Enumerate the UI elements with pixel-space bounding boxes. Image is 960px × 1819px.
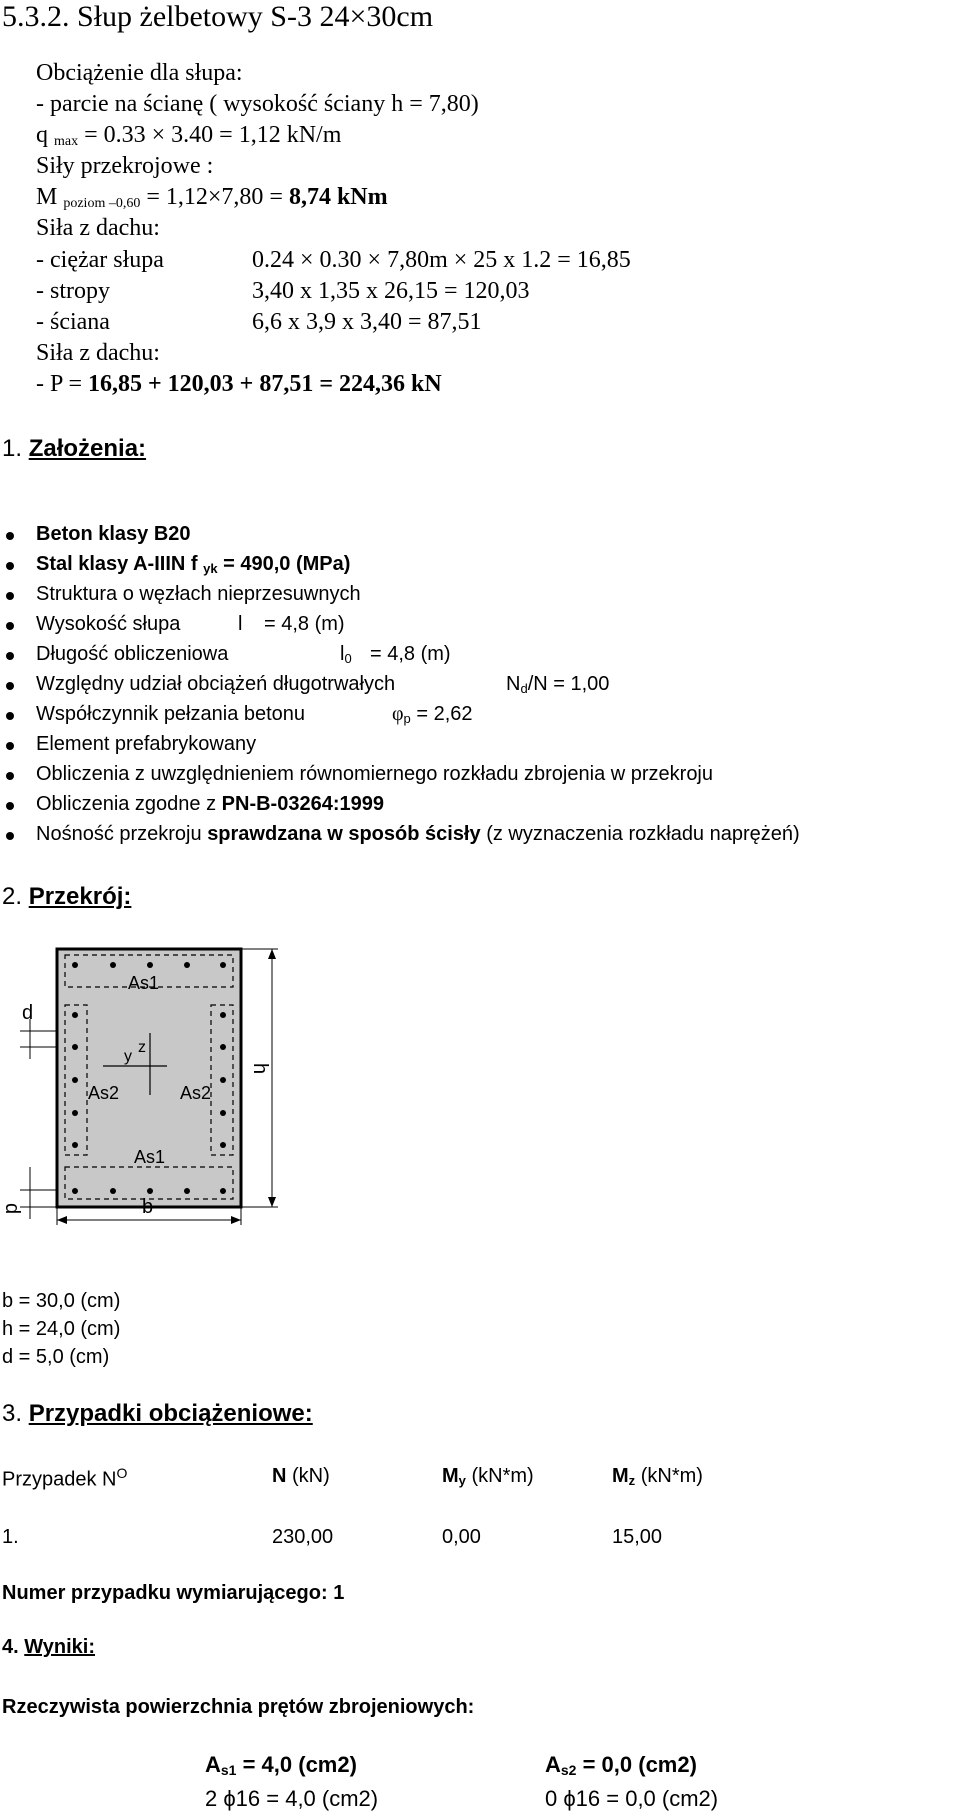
creep-coef (392, 703, 473, 726)
as2-result (545, 1752, 697, 1778)
p-prefix: - P = (36, 371, 82, 397)
header-mz-sub: z (628, 1473, 636, 1488)
table-cell-case: 1. (2, 1526, 19, 1548)
as1-top-label: As1 (128, 973, 160, 993)
forces-label: Siły przekrojowe : (36, 153, 214, 179)
assumption-text: Struktura o węzłach nieprzesuwnych (36, 583, 361, 605)
steel-class: Stal klasy A-IIIN f (36, 553, 198, 575)
column-weight-calc: 0.24 × 0.30 × 7,80m × 25 x 1.2 = 16,85 (252, 247, 631, 273)
q-sub: max (54, 134, 79, 149)
bullet-icon (6, 712, 14, 720)
bullet-icon (6, 562, 14, 570)
assumption-item (0, 553, 960, 583)
q-rest: = 0.33 × 3.40 = 1,12 kN/m (84, 122, 342, 148)
floors-label: - stropy (36, 278, 110, 304)
length-sub: 0 (344, 651, 352, 666)
table-header-mz (612, 1465, 703, 1488)
assumption-text (36, 553, 350, 576)
b-dim-label: b (142, 1196, 154, 1218)
assumption-item (0, 703, 960, 733)
bullet-icon (6, 622, 14, 630)
m-formula (36, 184, 388, 212)
roof-label-1: Siła z dachu: (36, 215, 160, 241)
header-mz-unit: (kN*m) (640, 1465, 703, 1487)
steel-value: = 490,0 (MPa) (223, 553, 351, 575)
d-top-label: d (22, 1002, 34, 1024)
q-formula (36, 122, 341, 150)
p-formula (36, 371, 442, 398)
as2-left-label: As2 (88, 1083, 120, 1103)
as2-right-label: As2 (180, 1083, 212, 1103)
table-cell-mz: 15,00 (612, 1526, 663, 1548)
assumption-item (0, 523, 960, 553)
table-header-my (442, 1465, 534, 1488)
assumption-text: Obliczenia z uwzględnieniem równomiernego rozkładu zbrojenia w przekroju (36, 763, 714, 785)
m-sub: poziom –0,60 (63, 196, 141, 211)
as2-sub: s2 (560, 1762, 577, 1778)
as1-symbol: A (205, 1752, 221, 1777)
bullet-icon (6, 742, 14, 750)
dim-h: h = 24,0 (cm) (2, 1318, 121, 1340)
column-weight-label: - ciężar słupa (36, 247, 164, 273)
section-2-title: Przekrój: (28, 883, 132, 910)
h-dim-label: h (249, 1063, 271, 1075)
wall-label: - ściana (36, 309, 110, 335)
m-label: M (36, 184, 58, 210)
q-label: q (36, 122, 48, 148)
section-2-heading (2, 883, 131, 911)
dim-d: d = 5,0 (cm) (2, 1346, 110, 1368)
wall-calc: 6,6 x 3,9 x 3,40 = 87,51 (252, 309, 482, 335)
d-bottom-label: d (1, 1203, 23, 1215)
cross-section-diagram (0, 935, 320, 1235)
header-n-unit: (kN) (292, 1465, 330, 1487)
creep-sub: p (403, 711, 411, 726)
bullet-icon (6, 532, 14, 540)
m-result: 8,74 kNm (288, 184, 388, 210)
assumption-text (36, 793, 384, 816)
axis-z-label: z (138, 1039, 146, 1056)
assumption-text: Beton klasy B20 (36, 523, 191, 545)
steel-sub: yk (203, 561, 218, 576)
assumption-text: Długość obliczeniowa (36, 643, 229, 665)
ratio-n: N (506, 673, 521, 695)
section-3-title: Przypadki obciążeniowe: (28, 1400, 313, 1427)
table-cell-my: 0,00 (442, 1526, 481, 1548)
ratio-sub: d (520, 681, 528, 696)
load-line-2: - parcie na ścianę ( wysokość ściany h = 7,80) (36, 91, 479, 117)
dim-b: b = 30,0 (cm) (2, 1290, 121, 1312)
table-header-case (2, 1465, 127, 1492)
bars-1-result: 2 ϕ16 = 4,0 (cm2) (205, 1786, 379, 1811)
bullet-icon (6, 832, 14, 840)
length-l: l (340, 643, 345, 665)
bullet-icon (6, 802, 14, 810)
height-value: = 4,8 (m) (264, 613, 345, 635)
standard-prefix: Obliczenia zgodne z (36, 793, 217, 815)
axis-y-label: y (124, 1048, 132, 1065)
bullet-icon (6, 652, 14, 660)
section-4-number: 4. (2, 1636, 19, 1658)
assumption-item (0, 823, 960, 853)
section-3-heading (2, 1400, 313, 1428)
floors-calc: 3,40 x 1,35 x 26,15 = 120,03 (252, 278, 530, 304)
bullet-icon (6, 772, 14, 780)
load-ratio (506, 673, 609, 696)
as2-symbol: A (545, 1752, 561, 1777)
header-my-unit: (kN*m) (471, 1465, 534, 1487)
as2-value: = 0,0 (cm2) (582, 1752, 697, 1777)
header-my-sub: y (458, 1473, 466, 1488)
bullet-icon (6, 682, 14, 690)
p-result: 16,85 + 120,03 + 87,51 = 224,36 kN (87, 371, 442, 397)
height-symbol: l (238, 613, 243, 635)
header-my-symbol: M (442, 1465, 459, 1487)
design-case-number: Numer przypadku wymiarującego: 1 (2, 1582, 345, 1604)
capacity-method: sprawdzana w sposób ścisły (207, 823, 481, 845)
page-title: 5.3.2. Słup żelbetowy S-3 24×30cm (2, 0, 434, 33)
length-symbol (340, 643, 352, 666)
section-2-number: 2. (2, 883, 23, 910)
bars-2-result: 0 ϕ16 = 0,0 (cm2) (545, 1786, 719, 1811)
assumption-text: Względny udział obciążeń długotrwałych (36, 673, 396, 695)
section-4-heading (2, 1636, 95, 1659)
table-cell-n: 230,00 (272, 1526, 334, 1548)
assumption-item (0, 583, 960, 613)
as1-value: = 4,0 (cm2) (242, 1752, 357, 1777)
as1-bottom-label: As1 (134, 1147, 166, 1167)
assumption-item (0, 613, 960, 643)
assumption-item (0, 733, 960, 763)
m-rest: = 1,12×7,80 = (146, 184, 283, 210)
capacity-prefix: Nośność przekroju (36, 823, 202, 845)
header-case-label: Przypadek N (2, 1468, 117, 1491)
roof-label-2: Siła z dachu: (36, 340, 160, 366)
header-n-symbol: N (272, 1465, 287, 1487)
capacity-note: (z wyznaczenia rozkładu naprężeń) (486, 823, 800, 845)
header-mz-symbol: M (612, 1465, 629, 1487)
section-1-title: Założenia: (28, 435, 147, 462)
assumption-text: Współczynnik pełzania betonu (36, 703, 306, 725)
ratio-value: /N = 1,00 (527, 673, 610, 695)
section-3-number: 3. (2, 1400, 23, 1427)
table-header-n (272, 1465, 330, 1488)
length-value: = 4,8 (m) (370, 643, 451, 665)
assumption-text (36, 823, 800, 846)
assumption-item (0, 793, 960, 823)
assumption-text: Wysokość słupa (36, 613, 181, 635)
as1-result (205, 1752, 357, 1778)
bullet-icon (6, 592, 14, 600)
load-line-1: Obciążenie dla słupa: (36, 60, 243, 86)
results-heading: Rzeczywista powierzchnia prętów zbrojeniowych: (2, 1696, 475, 1718)
phi-symbol: φ (392, 703, 404, 725)
assumption-text: Element prefabrykowany (36, 733, 257, 755)
section-4-title: Wyniki: (24, 1636, 96, 1658)
assumption-item (0, 763, 960, 793)
as1-sub: s1 (220, 1762, 237, 1778)
creep-value: = 2,62 (416, 703, 473, 725)
standard-code: PN-B-03264:1999 (221, 793, 384, 815)
assumption-item (0, 643, 960, 673)
section-1-number: 1. (2, 435, 23, 462)
section-1-heading (2, 435, 146, 463)
header-case-sup: O (116, 1465, 128, 1481)
assumption-item (0, 673, 960, 703)
